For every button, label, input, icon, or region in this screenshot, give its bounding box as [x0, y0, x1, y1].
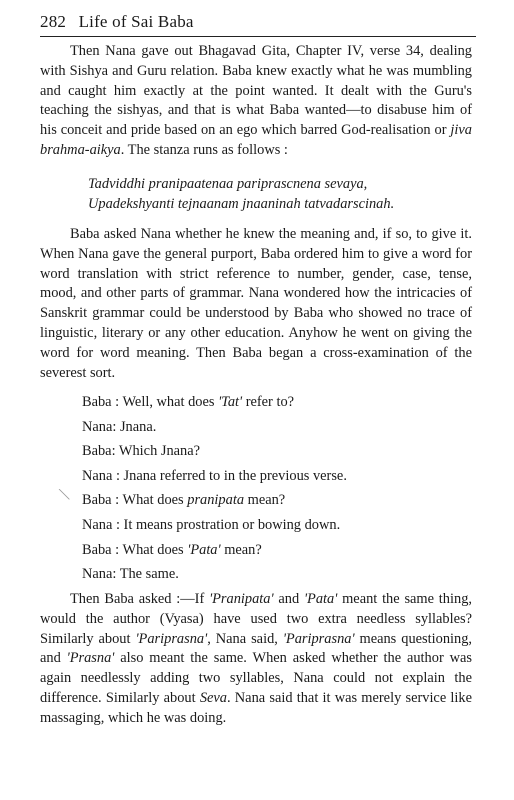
paragraph-1-text-a: Then Nana gave out Bhagavad Gita, Chapter IV, verse 34, dealing with Sishya and Guru relation. Baba knew exactly what he was mumbling and caught him exactly at the point wanted. It dealt with the Guru's teaching the sishyas, and that is what Baba wanted—to disabuse him of his conceit and pride based on an ego which barred God-realisation or [40, 43, 472, 139]
paragraph-1 [40, 42, 472, 161]
dialogue-term: 'Pata' [187, 541, 221, 558]
dialogue [82, 390, 482, 587]
dialogue-text: Baba: Which Jnana? [82, 443, 201, 460]
running-title: Life of Sai Baba [78, 12, 194, 31]
paragraph-1-text-c: . The stanza runs as follows : [120, 141, 288, 158]
dialogue-line [82, 390, 482, 415]
paragraph-3-text: . Nana said that it was merely service like massaging, which he was doing. [40, 689, 472, 726]
running-header [40, 12, 476, 32]
paragraph-1-term: jiva brahma-aikya [40, 122, 472, 158]
dialogue-text: Nana: Jnana. [82, 418, 157, 435]
paragraph-3-term: Seva [199, 689, 227, 706]
pencil-margin-mark: ╲ [59, 488, 70, 502]
paragraph-3-text: Then Baba asked :—If [70, 591, 210, 607]
header-rule [40, 36, 476, 37]
dialogue-line [82, 562, 482, 587]
dialogue-text: Baba : Well, what does [82, 394, 219, 410]
paragraph-3-text: means questioning, and [40, 630, 472, 667]
dialogue-line [82, 513, 482, 538]
paragraph-3-term: 'Pariprasna' [282, 630, 355, 647]
dialogue-term: pranipata [187, 492, 245, 509]
paragraph-3-term: 'Prasna' [66, 650, 115, 667]
dialogue-line [82, 415, 482, 440]
paragraph-3-term: 'Pariprasna' [135, 630, 208, 647]
paragraph-3 [40, 590, 472, 729]
dialogue-text: Baba : What does [82, 541, 188, 558]
dialogue-line [82, 488, 482, 513]
paragraph-3-text: meant the same thing, would the author (Vyasa) have used two extra needless syllables? Similarly about [40, 591, 472, 647]
verse-line-1: Tadviddhi pranipaatenaa pariprascnena sevaya, [88, 176, 368, 192]
dialogue-line [82, 439, 482, 464]
paragraph-3-text: also meant the same. When asked whether the author was again needlessly adding two syllables, Nana could not explain the difference. Similarly about [40, 650, 472, 706]
dialogue-text: refer to? [242, 394, 295, 410]
paragraph-2: Baba asked Nana whether he knew the meaning and, if so, to give it. When Nana gave the general purport, Baba ordered him to give a word for word translation with strict reference to number, gender, case, tense, mood, and other parts of grammar. Nana wondered how the intricacies of Sanskrit grammar could be understood by Baba who showed no trace of linguistic, literary or any other education. Anyhow he went on giving the word for word meaning. Then Baba began a cross-examination of the severest sort. [40, 226, 472, 381]
dialogue-text: Nana : It means prostration or bowing down. [82, 516, 341, 533]
dialogue-line [82, 538, 482, 563]
dialogue-text: mean? [244, 492, 286, 509]
dialogue-text: Nana: The same. [82, 566, 179, 583]
dialogue-line [82, 464, 482, 489]
dialogue-text: mean? [220, 541, 262, 558]
verse-line-2: Upadekshyanti tejnaanam jnaaninah tatvadarscinah. [88, 196, 395, 212]
sanskrit-verse [88, 174, 488, 214]
paragraph-3-text: , Nana said, [207, 630, 283, 647]
page-number: 282 [40, 12, 67, 31]
dialogue-text: Baba : What does [82, 492, 188, 509]
dialogue-text: Nana : Jnana referred to in the previous verse. [82, 467, 347, 484]
paragraph-3-term: 'Pata' [303, 591, 338, 607]
paragraph-3-term: 'Pranipata' [209, 591, 274, 607]
dialogue-term: 'Tat' [218, 394, 243, 410]
paragraph-3-text: and [273, 591, 304, 607]
